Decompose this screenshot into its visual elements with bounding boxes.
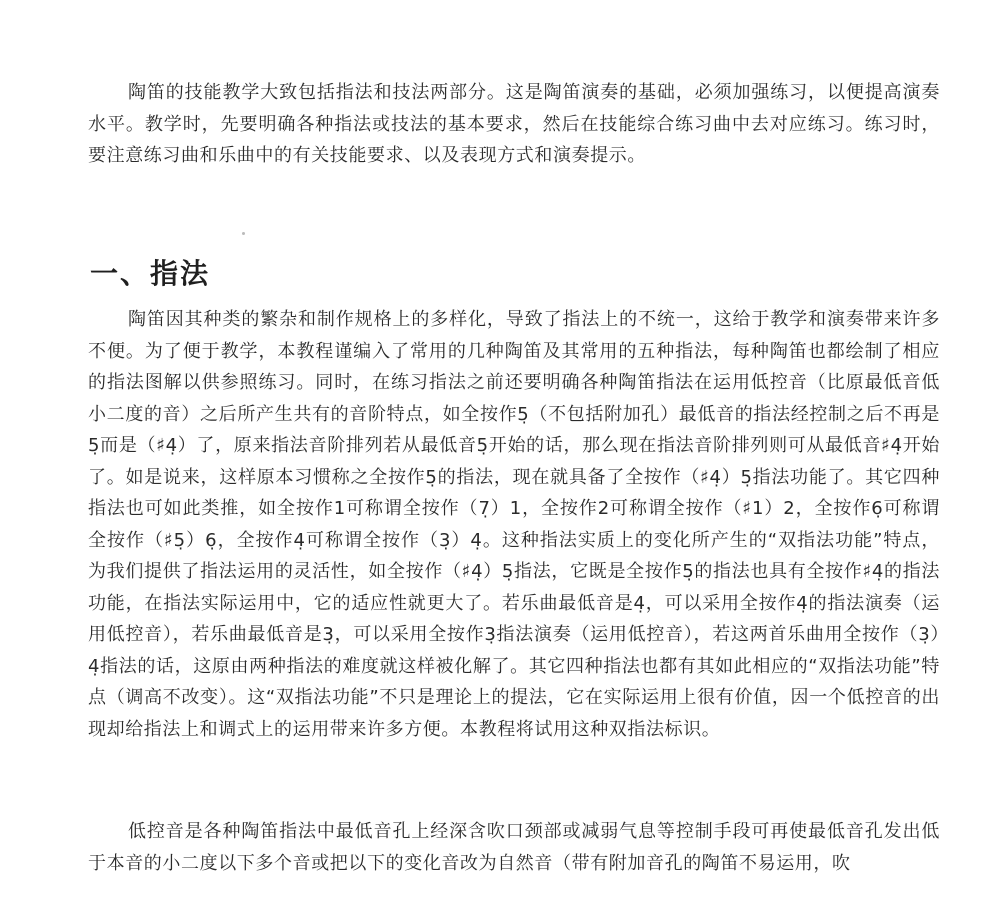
intro-text: 陶笛的技能教学大致包括指法和技法两部分。这是陶笛演奏的基础，必须加强练习，以便提高演奏水平。教学时，先要明确各种指法或技法的基本要求，然后在技能综合练习曲中去对应练习。练习时，要注意练习曲和乐曲中的有关技能要求、以及表现方式和演奏提示。 [88, 82, 940, 166]
intro-paragraph [88, 77, 940, 172]
body-paragraph-1 [88, 304, 940, 745]
body-paragraph-1-text: 陶笛因其种类的繁杂和制作规格上的多样化，导致了指法上的不统一，这给于教学和演奏带来许多不便。为了便于教学，本教程谨编入了常用的几种陶笛及其常用的五种指法，每种陶笛也都绘制了相应的指法图解以供参照练习。同时，在练习指法之前还要明确各种陶笛指法在运用低控音（比原最低音低小二度的音）之后所产生共有的音阶特点，如全按作5̣（不包括附加孔）最低音的指法经控制之后不再是5̣而是（♯4̣）了，原来指法音阶排列若从最低音5̣开始的话，那么现在指法音阶排列则可从最低音♯4̣开始了。如是说来，这样原本习惯称之全按作5̣的指法，现在就具备了全按作（♯4̣）5̣指法功能了。其它四种指法也可如此类推，如全按作1可称谓全按作（7̣）1，全按作2可称谓全按作（♯1）2，全按作6̣可称谓全按作（♯5̣）6̣，全按作4̣可称谓全按作（3̣）4̣。这种指法实质上的变化所产生的“双指法功能”特点，为我们提供了指法运用的灵活性，如全按作（♯4̣）5̣指法，它既是全按作5̣的指法也具有全按作♯4̣的指法功能，在指法实际运用中，它的适应性就更大了。若乐曲最低音是4̣，可以采用全按作4̣的指法演奏（运用低控音），若乐曲最低音是3̣，可以采用全按作3̣指法演奏（运用低控音），若这两首乐曲用全按作（3̣）4̣指法的话，这原由两种指法的难度就这样被化解了。其它四种指法也都有其如此相应的“双指法功能”特点（调高不改变）。这“双指法功能”不只是理论上的提法，它在实际运用上很有价值，因一个低控音的出现却给指法上和调式上的运用带来许多方便。本教程将试用这种双指法标识。 [88, 309, 940, 740]
scan-speck [242, 232, 245, 235]
body-paragraph-2-text: 低控音是各种陶笛指法中最低音孔上经深含吹口颈部或减弱气息等控制手段可再使最低音孔发出低于本音的小二度以下多个音或把以下的变化音改为自然音（带有附加音孔的陶笛不易运用，吹 [88, 821, 940, 874]
section-heading: 一、指法 [90, 257, 211, 290]
body-paragraph-2 [88, 816, 940, 879]
